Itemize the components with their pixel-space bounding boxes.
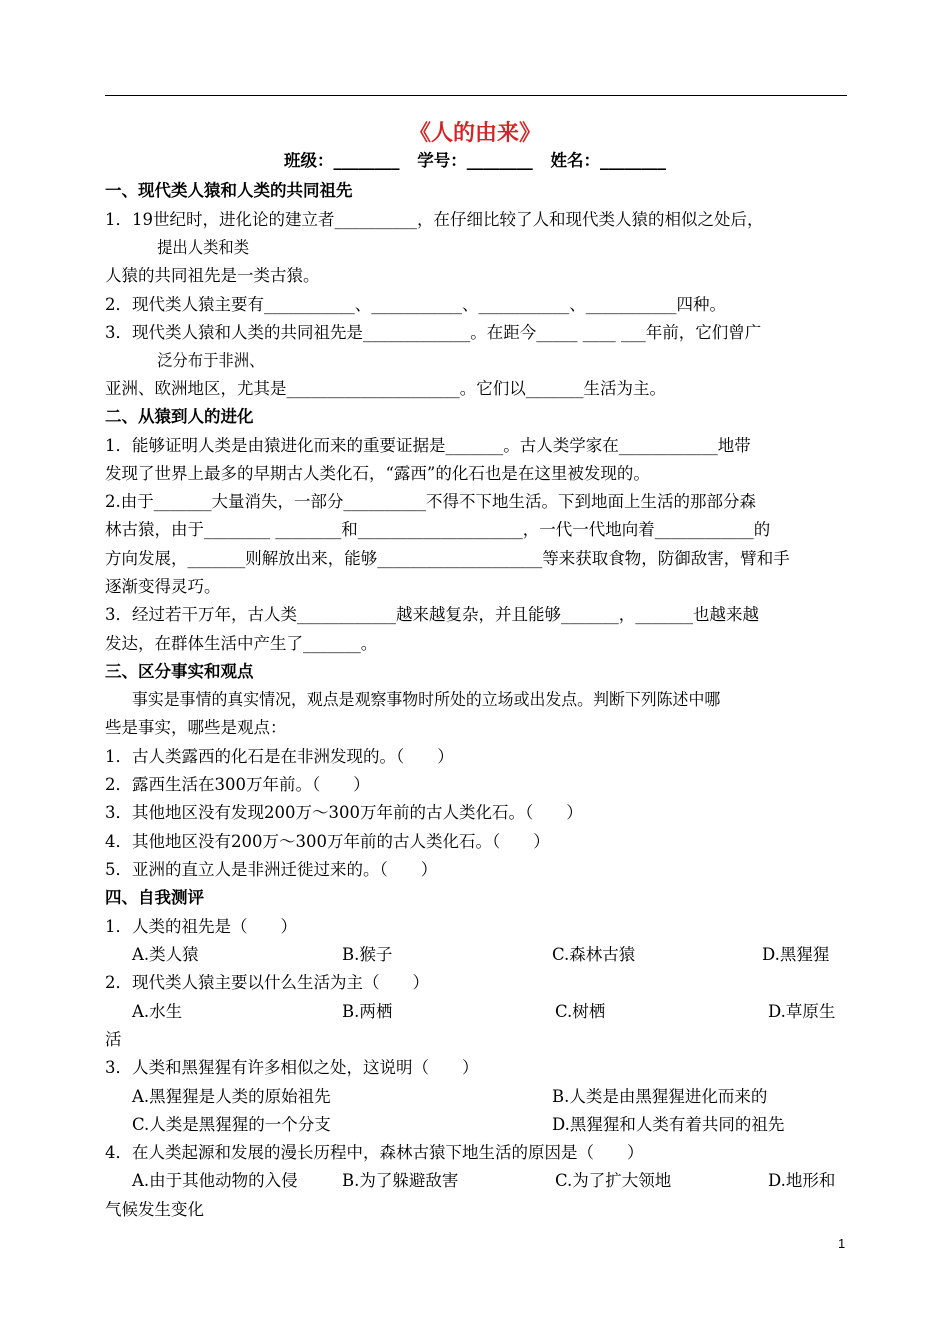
question-text: 方向发展，_______则解放出来，能够____________________等来获取食物，防御敌害，臂和手 xyxy=(105,549,790,568)
question-text: 1．能够证明人类是由猿进化而来的重要证据是_______。古人类学家在____________地带 xyxy=(105,436,751,455)
judgement-item: 4．其他地区没有200万～300万年前的古人类化石。（ ） xyxy=(105,832,550,851)
header-rule xyxy=(105,95,847,96)
mcq-option[interactable]: B.两栖 xyxy=(342,1002,393,1021)
judgement-item: 2．露西生活在300万年前。（ ） xyxy=(105,775,370,794)
mcq-option-continuation: 气候发生变化 xyxy=(105,1200,204,1219)
judgement-item: 5．亚洲的直立人是非洲迁徙过来的。（ ） xyxy=(105,860,438,879)
student-number-field[interactable]: 学号：________ xyxy=(417,151,533,170)
mcq-option[interactable]: A.黑猩猩是人类的原始祖先 xyxy=(132,1087,331,1106)
question-text: 1．19世纪时，进化论的建立者__________，在仔细比较了人和现代类人猿的相似之处后， xyxy=(105,210,764,229)
question-text: 3．经过若干万年，古人类____________越来越复杂，并且能够_______，_______也越来越 xyxy=(105,605,759,624)
question-text: 发现了世界上最多的早期古人类化石，“露西”的化石也是在这里被发现的。 xyxy=(105,464,650,483)
section-heading-1: 一、现代类人猿和人类的共同祖先 xyxy=(105,181,353,200)
question-text: 泛分布于非洲、 xyxy=(157,351,265,370)
section-heading-2: 二、从猿到人的进化 xyxy=(105,407,254,426)
mcq-question: 4．在人类起源和发展的漫长历程中，森林古猿下地生活的原因是（ ） xyxy=(105,1143,644,1162)
mcq-question: 3．人类和黑猩猩有许多相似之处，这说明（ ） xyxy=(105,1058,479,1077)
mcq-option[interactable]: D.地形和 xyxy=(768,1171,836,1190)
mcq-question: 2．现代类人猿主要以什么生活为主（ ） xyxy=(105,973,429,992)
question-text: 人猿的共同祖先是一类古猿。 xyxy=(105,266,320,285)
mcq-option[interactable]: B.猴子 xyxy=(342,945,393,964)
class-field[interactable]: 班级：________ xyxy=(284,151,400,170)
mcq-option[interactable]: A.类人猿 xyxy=(132,945,199,964)
student-info-row xyxy=(0,147,950,171)
question-text: 逐渐变得灵巧。 xyxy=(105,577,221,596)
mcq-option[interactable]: C.森林古猿 xyxy=(552,945,636,964)
judgement-item: 1．古人类露西的化石是在非洲发现的。（ ） xyxy=(105,747,454,766)
question-text: 提出人类和类 xyxy=(157,238,250,257)
judgement-item: 3．其他地区没有发现200万～300万年前的古人类化石。（ ） xyxy=(105,803,583,822)
mcq-option[interactable]: B.人类是由黑猩猩进化而来的 xyxy=(552,1087,768,1106)
mcq-option[interactable]: A.水生 xyxy=(132,1002,183,1021)
section-heading-3: 三、区分事实和观点 xyxy=(105,662,254,681)
mcq-option[interactable]: D.黑猩猩和人类有着共同的祖先 xyxy=(552,1115,785,1134)
page-number: 1 xyxy=(838,1236,846,1251)
question-text: 2.由于_______大量消失，一部分__________不得不下地生活。下到地面上生活的那部分森 xyxy=(105,492,756,511)
student-name-field[interactable]: 姓名：________ xyxy=(550,151,666,170)
question-text: 2．现代类人猿主要有___________、___________、___________、___________四种。 xyxy=(105,295,726,314)
section-heading-4: 四、自我测评 xyxy=(105,888,204,907)
question-text: 发达，在群体生活中产生了_______。 xyxy=(105,634,378,653)
mcq-question: 1．人类的祖先是（ ） xyxy=(105,917,297,936)
mcq-option[interactable]: C.树栖 xyxy=(555,1002,606,1021)
intro-text: 事实是事情的真实情况，观点是观察事物时所处的立场或出发点。判断下列陈述中哪 xyxy=(131,690,721,709)
mcq-option[interactable]: A.由于其他动物的入侵 xyxy=(132,1171,298,1190)
mcq-option[interactable]: D.草原生 xyxy=(768,1002,836,1021)
mcq-option[interactable]: C.人类是黑猩猩的一个分支 xyxy=(132,1115,331,1134)
intro-text: 些是事实，哪些是观点： xyxy=(105,718,287,737)
mcq-option[interactable]: D.黑猩猩 xyxy=(762,945,830,964)
mcq-option[interactable]: B.为了躲避敌害 xyxy=(342,1171,459,1190)
question-text: 亚洲、欧洲地区，尤其是_____________________。它们以_______生活为主。 xyxy=(105,379,666,398)
mcq-option[interactable]: C.为了扩大领地 xyxy=(555,1171,672,1190)
document-title: 《人的由来》 xyxy=(408,121,541,146)
question-text: 3．现代类人猿和人类的共同祖先是_____________。在距今_____ ____ ___年前，它们曾广 xyxy=(105,323,762,342)
question-text: 林古猿，由于________ ________和____________________，一代一代地向着____________的 xyxy=(105,520,771,539)
mcq-option-continuation: 活 xyxy=(105,1030,122,1049)
